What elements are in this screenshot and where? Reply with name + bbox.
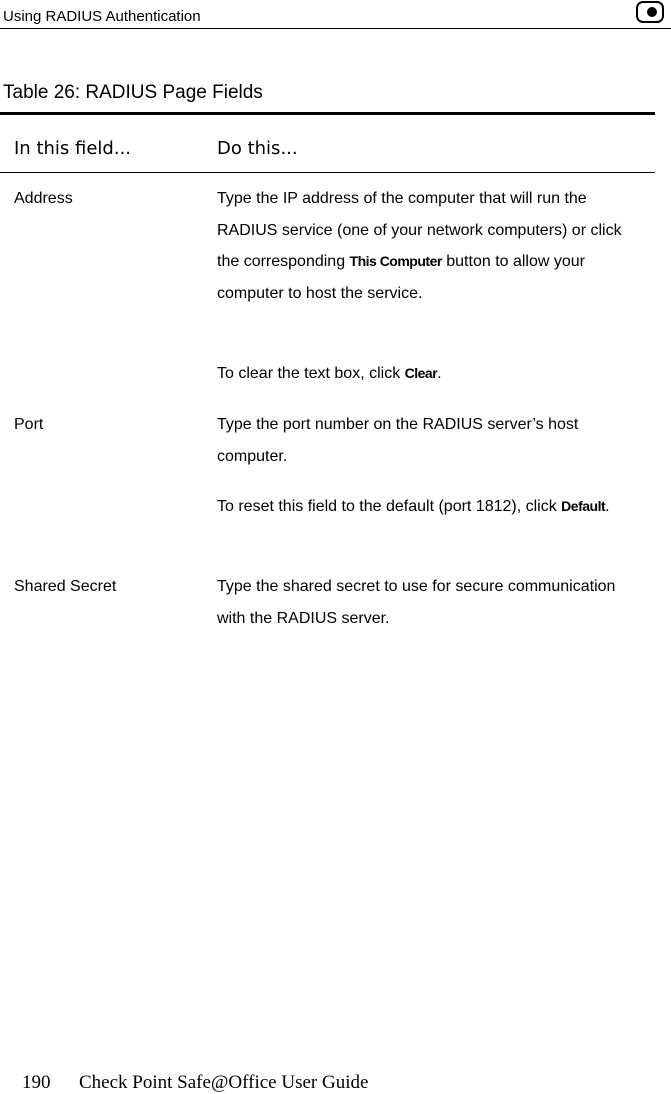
- shared-secret-description: Type the shared secret to use for secure communication with the RADIUS server.: [217, 578, 616, 627]
- port-description: Type the port number on the RADIUS server’s host computer.: [217, 416, 579, 465]
- field-name-shared-secret: Shared Secret: [14, 578, 117, 595]
- address-description: [217, 183, 647, 309]
- port-default-note: [217, 491, 647, 523]
- eye-icon: [636, 1, 664, 23]
- this-computer-label: This Computer: [349, 253, 442, 269]
- running-header: Using RADIUS Authentication: [3, 8, 201, 25]
- address-desc-text-end: button to allow your computer to host the service.: [217, 253, 586, 302]
- table-header-rule: [0, 172, 655, 173]
- header-divider: [0, 28, 671, 29]
- clear-label: Clear: [404, 365, 438, 381]
- clear-note-text: To clear the text box, click: [217, 365, 405, 382]
- guide-title: Check Point Safe@Office User Guide: [79, 1072, 369, 1093]
- field-name-port: Port: [14, 416, 44, 433]
- table-top-rule: [0, 112, 655, 115]
- clear-note-end: .: [437, 365, 442, 382]
- table-caption: Table 26: RADIUS Page Fields: [3, 82, 263, 103]
- page-number: 190: [22, 1072, 51, 1093]
- column-header-field: In this field...: [14, 138, 132, 159]
- default-note-end: .: [605, 498, 610, 515]
- default-note-text: To reset this field to the default (port 1812), click: [217, 498, 562, 515]
- address-clear-note: [217, 358, 647, 390]
- field-name-address: Address: [14, 190, 73, 207]
- default-label: Default: [561, 498, 606, 514]
- column-header-action: Do this...: [217, 138, 298, 159]
- page-footer: [22, 1072, 368, 1094]
- address-desc-text: Type the IP address of the computer that will run the RADIUS service (one of your network computers) or click the corresponding: [217, 190, 622, 270]
